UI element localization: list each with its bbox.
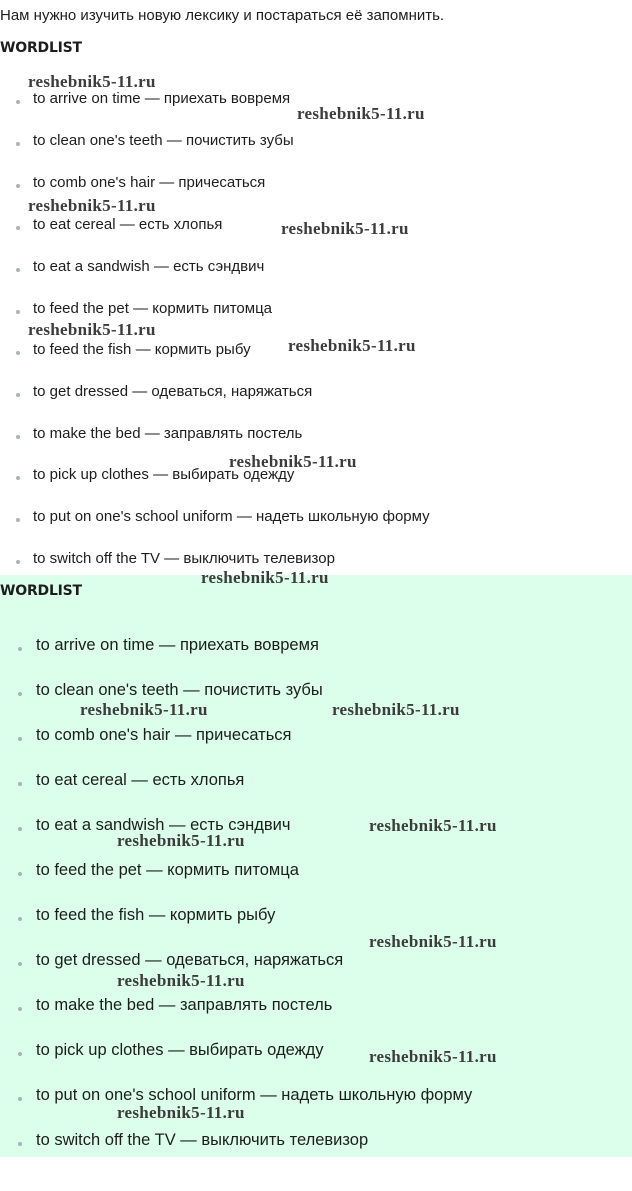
bullet-icon [18, 827, 22, 831]
watermark: reshebnik5-11.ru [297, 104, 425, 123]
bullet-icon [16, 518, 20, 522]
bullet-icon [16, 226, 20, 230]
watermark: reshebnik5-11.ru [332, 700, 460, 719]
watermark: reshebnik5-11.ru [28, 72, 156, 91]
watermark: reshebnik5-11.ru [369, 932, 497, 951]
watermark: reshebnik5-11.ru [201, 568, 329, 587]
bullet-icon [16, 184, 20, 188]
bullet-icon [16, 435, 20, 439]
bullet-icon [16, 268, 20, 272]
wordlist-heading: WORDLIST [0, 583, 82, 599]
watermark: reshebnik5-11.ru [117, 971, 245, 990]
bullet-icon [18, 917, 22, 921]
bullet-icon [18, 1052, 22, 1056]
bullet-icon [18, 782, 22, 786]
bullet-icon [16, 310, 20, 314]
bullet-icon [18, 1142, 22, 1146]
watermark: reshebnik5-11.ru [281, 219, 409, 238]
wordlist-panel: WORDLIST to arrive on time — приехать вовремя to clean one's teeth — почистить зубы to comb one's hair — причесаться to eat cereal — есть хлопья to eat a sandwish — есть сэндвич to feed the pet — кормить питомца to feed the fish — кормить рыбу to get dressed — одеваться, наряжаться to make the bed — заправлять постель to pick up clothes — выбирать одежду to put on one's school uniform — надеть школьную форму to switch off the TV — выключить телевизор [0, 575, 632, 1157]
bullet-icon [18, 962, 22, 966]
bullet-icon [18, 737, 22, 741]
bullet-icon [18, 692, 22, 696]
watermark: reshebnik5-11.ru [117, 1103, 245, 1122]
watermark: reshebnik5-11.ru [28, 320, 156, 339]
watermark: reshebnik5-11.ru [288, 336, 416, 355]
watermark: reshebnik5-11.ru [117, 831, 245, 850]
bullet-icon [16, 142, 20, 146]
bullet-icon [16, 100, 20, 104]
bullet-icon [16, 351, 20, 355]
bullet-icon [18, 647, 22, 651]
intro-text: Нам нужно изучить новую лексику и постараться её запомнить. [0, 7, 445, 24]
watermark: reshebnik5-11.ru [28, 196, 156, 215]
bullet-icon [16, 393, 20, 397]
bullet-icon [16, 476, 20, 480]
watermark: reshebnik5-11.ru [369, 816, 497, 835]
bullet-icon [18, 872, 22, 876]
bullet-icon [18, 1097, 22, 1101]
watermark: reshebnik5-11.ru [369, 1047, 497, 1066]
bullet-icon [18, 1007, 22, 1011]
bullet-icon [16, 560, 20, 564]
wordlist-heading: WORDLIST [0, 40, 82, 56]
watermark: reshebnik5-11.ru [229, 452, 357, 471]
watermark: reshebnik5-11.ru [80, 700, 208, 719]
